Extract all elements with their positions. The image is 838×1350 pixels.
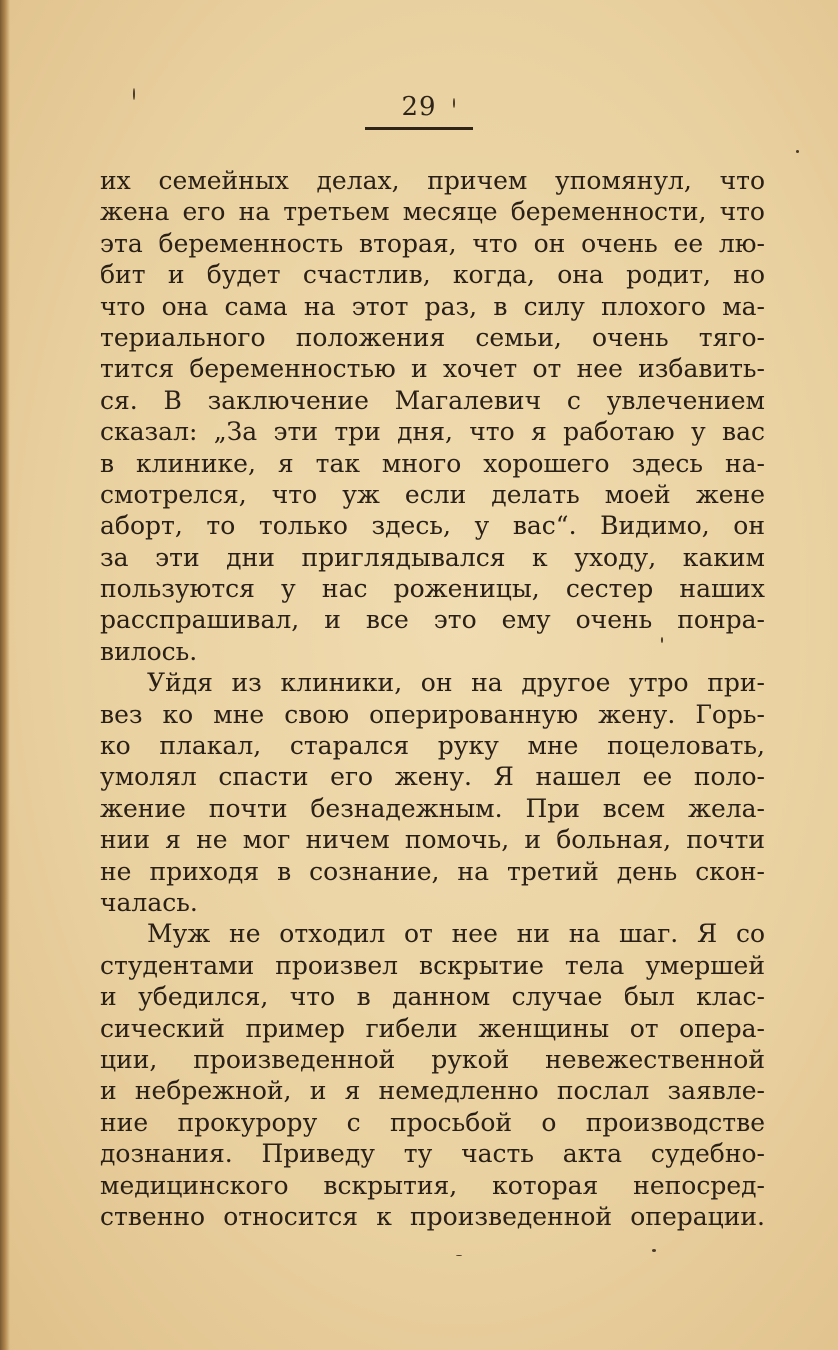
paper-speck [796, 150, 799, 153]
page-binding-edge [0, 0, 10, 1350]
page-number: 29 [401, 92, 437, 122]
paper-speck [133, 88, 135, 100]
text-line: тится беременностью и хочет от нее избавить- [100, 354, 765, 384]
text-line: нии я не мог ничем помочь, и больная, почти [100, 825, 765, 855]
text-line: и небрежной, и я немедленно послал заявле- [100, 1076, 765, 1106]
text-line: ние прокурору с просьбой о производстве [100, 1107, 765, 1137]
text-line: сический пример гибели женщины от опера- [100, 1013, 765, 1043]
text-line: не приходя в сознание, на третий день скон- [100, 856, 765, 886]
header-rule [365, 127, 473, 130]
text-line: ственно относится к произведенной операции. [100, 1201, 765, 1231]
text-line: их семейных делах, причем упомянул, что [100, 166, 765, 195]
text-line: смотрелся, что уж если делать моей жене [100, 479, 765, 509]
text-line: за эти дни приглядывался к уходу, каким [100, 542, 765, 572]
text-line: териального положения семьи, очень тяго- [100, 322, 765, 352]
body-text [100, 165, 765, 1232]
text-line: сказал: „За эти три дня, что я работаю у вас [100, 417, 765, 447]
paper-speck [652, 1249, 656, 1252]
text-line: умолял спасти его жену. Я нашел ее поло- [100, 762, 765, 792]
text-line: жена его на третьем месяце беременности, что [100, 197, 765, 227]
text-line: эта беременность вторая, что он очень ее лю- [100, 228, 765, 258]
text-line: бит и будет счастлив, когда, она родит, но [100, 260, 765, 290]
paper-speck [453, 98, 455, 108]
text-line: Уйдя из клиники, он на другое утро при- [147, 668, 765, 698]
text-line: студентами произвел вскрытие тела умершей [100, 950, 765, 980]
text-line: вилось. [100, 636, 198, 666]
text-line: чалась. [100, 887, 198, 917]
text-line: аборт, то только здесь, у вас“. Видимо, он [100, 511, 765, 541]
text-line: медицинского вскрытия, которая непосред- [100, 1170, 765, 1200]
text-line: дознания. Приведу ту часть акта судебно- [100, 1139, 765, 1169]
text-line: расспрашивал, и все это ему очень понра- [100, 605, 765, 635]
text-line: в клинике, я так много хорошего здесь на- [100, 448, 765, 478]
text-line: и убедился, что в данном случае был клас- [100, 982, 765, 1012]
text-line: что она сама на этот раз, в силу плохого ма- [100, 291, 765, 321]
paper-speck [661, 637, 663, 643]
text-line: Муж не отходил от нее ни на шаг. Я со [147, 919, 765, 949]
text-line: пользуются у нас роженицы, сестер наших [100, 574, 765, 604]
text-line: ко плакал, старался руку мне поцеловать, [100, 731, 765, 761]
text-line: вез ко мне свою оперированную жену. Горь- [100, 699, 765, 729]
text-line: жение почти безнадежным. При всем жела- [100, 793, 765, 823]
text-line: ся. В заключение Магалевич с увлечением [100, 385, 765, 415]
text-line: ции, произведенной рукой невежественной [100, 1044, 765, 1074]
paper-speck [456, 1255, 462, 1256]
